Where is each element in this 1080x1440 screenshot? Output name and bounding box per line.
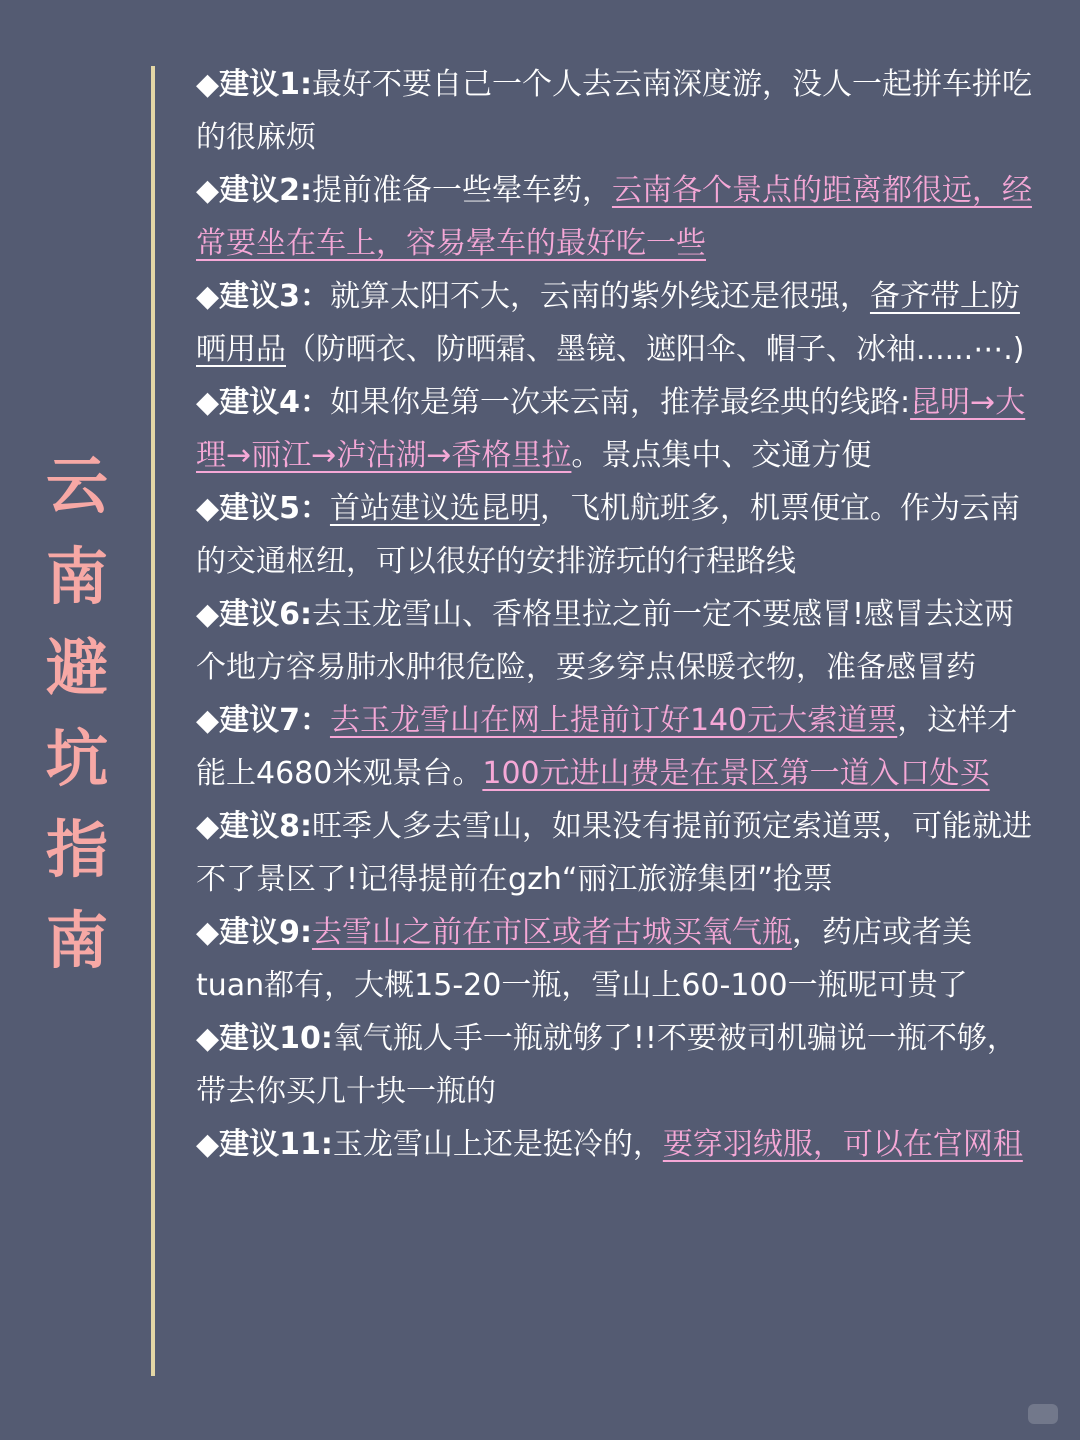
- tip-2: [196, 164, 1036, 270]
- tip-underline: 首站建议选昆明: [329, 491, 540, 526]
- vertical-divider: [151, 66, 155, 1376]
- tip-4: [196, 376, 1036, 482]
- tip-highlight: 昆明→大理→丽江→泸沽湖→香格里拉: [196, 385, 1026, 473]
- tip-8: [196, 800, 1036, 906]
- tip-label: ◆建议9:: [196, 915, 312, 950]
- tip-text: ，药店或者美tuan都有，大概15-20一瓶，雪山上60-100一瓶呢可贵了: [196, 915, 972, 1003]
- side-title-char: 云: [45, 449, 108, 522]
- side-title-char: 南: [45, 540, 108, 613]
- tip-text: （防晒衣、防晒霜、墨镜、遮阳伞、帽子、冰袖......⋯.): [286, 332, 1025, 367]
- tip-10: [196, 1012, 1036, 1118]
- tip-5: [196, 482, 1036, 588]
- tip-highlight: 100元进山费是在景区第一道入口处买: [482, 756, 990, 791]
- tip-underline: 备齐带上防晒用品: [196, 279, 1020, 367]
- side-title-char: 南: [45, 904, 108, 977]
- tip-text: 最好不要自己一个人去云南深度游，没人一起拼车拼吃的很麻烦: [196, 67, 1032, 155]
- side-title-char: 坑: [45, 722, 108, 795]
- tip-highlight: 云南各个景点的距离都很远，经常要坐在车上，容易晕车的最好吃一些: [196, 173, 1032, 261]
- tip-text: 就算太阳不大，云南的紫外线还是很强，: [329, 279, 870, 314]
- tip-highlight: 去雪山之前在市区或者古城买氧气瓶: [311, 915, 792, 950]
- tip-label: ◆建议1:: [196, 67, 312, 102]
- tip-text: 提前准备一些晕车药，: [311, 173, 612, 208]
- side-title-char: 指: [45, 813, 108, 886]
- tip-text: 氧气瓶人手一瓶就够了!!不要被司机骗说一瓶不够，带去你买几十块一瓶的: [196, 1021, 1017, 1109]
- tip-label: ◆建议11:: [196, 1127, 333, 1162]
- tip-label: ◆建议8:: [196, 809, 312, 844]
- tip-label: ◆建议5：: [196, 491, 330, 526]
- tip-text: 旺季人多去雪山，如果没有提前预定索道票，可能就进不了景区了!记得提前在gzh“丽江旅游集团”抢票: [196, 809, 1032, 897]
- tip-highlight: 要穿羽绒服，可以在官网租: [662, 1127, 1023, 1162]
- tip-1: [196, 58, 1036, 164]
- tip-9: [196, 906, 1036, 1012]
- side-title-char: 避: [45, 631, 108, 704]
- tip-11: [196, 1118, 1036, 1171]
- tip-text: 玉龙雪山上还是挺冷的，: [332, 1127, 663, 1162]
- tip-label: ◆建议6:: [196, 597, 312, 632]
- tip-label: ◆建议4：: [196, 385, 330, 420]
- tip-highlight: 去玉龙雪山在网上提前订好140元大索道票: [329, 703, 898, 738]
- tip-6: [196, 588, 1036, 694]
- tip-label: ◆建议3：: [196, 279, 330, 314]
- tip-label: ◆建议2:: [196, 173, 312, 208]
- tips-list: [196, 58, 1036, 1171]
- tip-text: ，飞机航班多，机票便宜。作为云南的交通枢纽，可以很好的安排游玩的行程路线: [196, 491, 1020, 579]
- tip-3: [196, 270, 1036, 376]
- watermark-logo: [1028, 1404, 1058, 1424]
- tip-text: ，这样才能上4680米观景台。: [196, 703, 1018, 791]
- tip-label: ◆建议7：: [196, 703, 330, 738]
- tip-text: 去玉龙雪山、香格里拉之前一定不要感冒!感冒去这两个地方容易肺水肿很危险，要多穿点保暖衣物，准备感冒药: [196, 597, 1014, 685]
- tip-7: [196, 694, 1036, 800]
- side-title: [30, 440, 124, 986]
- tip-text: 。景点集中、交通方便: [571, 438, 872, 473]
- tip-text: 如果你是第一次来云南，推荐最经典的线路:: [329, 385, 911, 420]
- tip-label: ◆建议10:: [196, 1021, 333, 1056]
